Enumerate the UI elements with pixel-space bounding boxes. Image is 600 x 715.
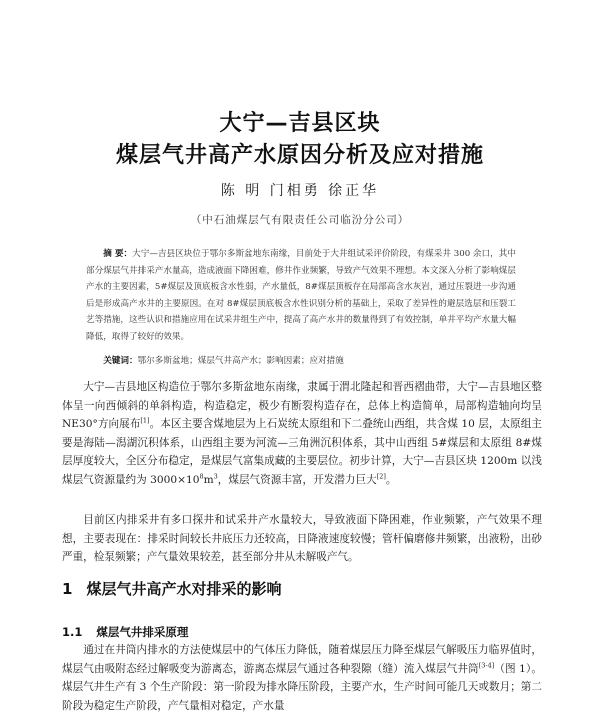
citation-3: [3-4] (478, 661, 495, 670)
intro-p1-text-c: ，煤层气资源丰富，开发潜力巨大 (217, 473, 377, 486)
section-1-1-paragraph (62, 641, 542, 715)
citation-1: [1] (140, 416, 150, 425)
exponent: 8 (199, 472, 204, 481)
exponent-2: 3 (213, 472, 218, 481)
citation-2: [2] (376, 472, 386, 481)
section-1-1-heading (62, 624, 188, 640)
abstract-text: 大宁—吉县区块位于鄂尔多斯盆地东南缘，目前处于大井组试采评价阶段，有煤采井 300 余口，其中部分煤层气井排采产水量高，造成液面下降困难，修井作业频繁，导致产气效果不理想。本文深入分析了影响煤层产水的主要因素，5#煤层及顶底板含水性弱，产水量低，8#煤层顶板存在局部高含水灰岩，通过压裂进一步沟通后是形成高产水井的主要原因。在对 8#煤层顶底板含水性识别分析的基础上，采取了差异性的避层选层和压裂工艺等措施，这些认识和措施应用在试采井组生产中，提高了高产水井的数量得到了有效控制，单井平均产水量大幅降低，取得了较好的效果。 (86, 249, 516, 342)
authors: 陈 明 门相勇 徐正华 (220, 183, 380, 199)
intro-paragraph-2: 目前区内排采井有多口探井和试采井产水量较大，导致液面下降困难，作业频繁，产气效果不理想，主要表现在：排采时间较长井底压力还较高，日降液速度较慢；管杆偏磨修井频繁，出液粉，出砂严重，检泵频繁；产气量效果较差，甚至部分井从未解吸产气。 (62, 514, 542, 564)
paper-title-line1: 大宁—吉县区块 (219, 111, 381, 136)
section-1-1-title: 煤层气井排采原理 (96, 625, 189, 639)
section-1-heading (62, 578, 281, 599)
intro-p1-end: 。 (385, 473, 397, 486)
abstract-label: 摘 要： (103, 249, 133, 259)
paper-title-line2: 煤层气井高产水原因分析及应对措施 (115, 143, 484, 168)
section-1-1-number: 1.1 (62, 625, 83, 639)
intro-paragraph-1 (62, 378, 542, 490)
intro-p1-unit: m (203, 473, 214, 486)
keywords-text: 鄂尔多斯盆地；煤层气井高产水；影响因素；应对措施 (137, 356, 344, 366)
sec11-text-a: 通过在井筒内排水的方法使煤层中的气体压力降低，随着煤层压力降至煤层气解吸压力临界值时，煤层气由吸附态经过解吸变为游离态，游离态煤层气通过各种裂隙（缝）流入煤层气井筒 (62, 644, 542, 675)
section-1-title: 煤层气井高产水对排采的影响 (86, 580, 282, 598)
keywords-label: 关键词： (103, 356, 138, 366)
keywords (86, 353, 516, 369)
intro-p1-text-a: 大宁—吉县地区构造位于鄂尔多斯盆地东南缘，隶属于渭北隆起和晋西褶曲带，大宁—吉县地区整体呈一向西倾斜的单斜构造，构造稳定，极少有断裂构造存在，总体上构造简单，局部构造轴向均呈 NE30°方向展布 (62, 381, 542, 431)
intro-p1-text-b: 。本区主要含煤地层为上石炭统太原组和下二叠统山西组，共含煤 10 层，太原组主要是海陆—潟湖沉积体系，山西组主要为河流—三角洲沉积体系，其中山西组 5#煤层和太原组 8#煤层厚度较大，全区分布稳定，是煤层气富集成藏的主要层位。初步计算，大宁—吉县区块 1200m 以浅煤层气资源量约为 3000×10 (62, 418, 543, 486)
section-1-number: 1 (62, 580, 73, 598)
sec11-text-b: （图 1）。煤层气井生产有 3 个生产阶段：第一阶段为排水降压阶段，主要产水，生产时间可能几天或数月；第二阶段为稳定生产阶段，产气量相对稳定，产水量 (62, 662, 542, 712)
abstract (86, 246, 516, 345)
affiliation: （中石油煤层气有限责任公司临汾分公司） (190, 214, 410, 226)
